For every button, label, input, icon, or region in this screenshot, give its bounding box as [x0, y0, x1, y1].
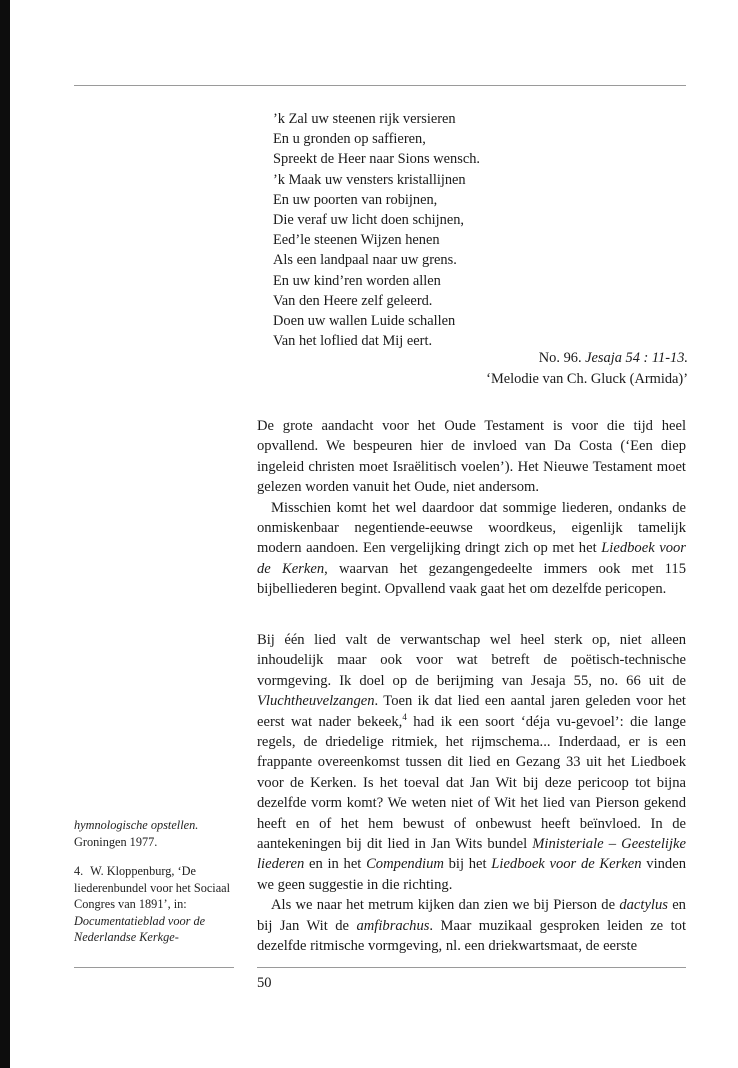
italic-title: Ministeriale – Geestelijke liederen: [257, 836, 686, 873]
page-number: 50: [257, 975, 272, 991]
top-rule: [74, 85, 686, 86]
text-run: . Toen ik dat lied een aantal jaren geleden voor het eerst wat nader bekeek,: [257, 693, 686, 730]
poem-line: En uw poorten van robijnen,: [273, 191, 438, 208]
poem-line: Die veraf uw licht doen schijnen,: [273, 212, 465, 229]
bottom-rule-side: [74, 967, 234, 968]
poem-line: Als een landpaal naar uw grens.: [273, 252, 457, 269]
italic-term: amfibrachus: [356, 917, 430, 934]
footnote-marker: 4: [402, 711, 407, 722]
binding-edge: [0, 0, 10, 1068]
text-run: , waarvan het gezangengedeelte immers ook met 115 bijbelliederen begint. Opvallend vaak gaat het om dezelfde pericopen.: [257, 560, 686, 598]
poem-line: Spreekt de Heer naar Sions wensch.: [273, 151, 480, 168]
text-run: bij het: [443, 856, 492, 873]
footnote-number: 4.: [74, 864, 84, 878]
sidenote-text: Groningen 1977.: [74, 834, 158, 849]
poem-line: Doen uw wallen Luide schallen: [273, 313, 456, 330]
paragraph-1: De grote aandacht voor het Oude Testament is voor die tijd heel opvallend. We bespeuren hier de invloed van Da Costa (‘Een diep ingeleid christen moet Israëlitisch voelen’). Het Nieuwe Testament moet gelezen worden vanuit het Oude, niet andersom.: [257, 418, 686, 496]
italic-title: hymnologische opstellen.: [74, 818, 199, 832]
text-run: . Maar muzikaal gesproken leiden ze tot dezelfde ritmische vormgeving, nl. een driekwartsmaat, de eerste: [257, 917, 686, 955]
main-text-lower: [257, 630, 686, 957]
italic-title: Liedboek voor de Kerken: [491, 856, 642, 873]
poem-line: En u gronden op saffieren,: [273, 131, 426, 148]
citation-prefix: No. 96.: [538, 350, 586, 366]
italic-term: dactylus: [619, 897, 668, 914]
poem-line: ’k Zal uw steenen rijk versieren: [273, 111, 456, 127]
text-run: vinden we geen suggestie in die richting.: [257, 856, 686, 893]
poem-citation: [328, 350, 688, 367]
italic-title: Liedboek voor de Kerken: [257, 540, 686, 577]
poem-line: ’k Maak uw vensters kristallijnen: [273, 171, 466, 188]
poem: [273, 109, 480, 351]
text-run: Als we naar het metrum kijken dan zien we bij Pierson de: [271, 897, 620, 914]
footnote-text: W. Kloppenburg, ‘De liederenbundel voor het Sociaal Congres van 1891’, in:: [74, 864, 231, 912]
citation-reference: Jesaja 54 : 11-13.: [585, 350, 688, 366]
poem-line: En uw kind’ren worden allen: [273, 272, 441, 289]
main-text-upper: [257, 416, 686, 600]
text-run: Misschien komt het wel daardoor dat sommige liederen, ondanks de onmiskenbaar negentiende-eeuwse woordkeus, eigenlijk tamelijk modern aandoen. Een vergelijking dringt zich op met het: [257, 499, 686, 557]
italic-title: Compendium: [366, 856, 444, 873]
paragraph-2: [257, 498, 686, 600]
poem-melody: ‘Melodie van Ch. Gluck (Armida)’: [486, 371, 688, 387]
italic-title: Documentatieblad voor de Nederlandse Kerkge-: [74, 913, 206, 945]
bottom-rule-main: [257, 967, 686, 968]
poem-line: Eed’le steenen Wijzen henen: [273, 232, 440, 249]
text-run: Bij één lied valt de verwantschap wel heel sterk op, niet alleen inhoudelijk maar ook voor wat betreft de poëtisch-technische vormgeving. Ik doel op de berijming van Jesaja 55, no. 66 uit de: [257, 632, 686, 689]
text-run: had ik een soort ‘déja vu-gevoel’: die lange regels, de driedelige ritmiek, het rijmschema... Inderdaad, er is een frappante overeenkomst tussen dit lied en Gezang 33 uit het Liedboek voor de Kerken. Is het toeval dat Jan Wit bij deze pericoop tot bijna dezelfde vorm komt? We weten niet of Wit het lied van Pierson gekend heeft en of het hem bewust of onbewust heeft beïnvloed. In de aantekeningen bij dit lied in Jan Wits bundel: [257, 713, 687, 853]
text-run: en in het: [304, 856, 367, 873]
poem-line: Van den Heere zelf geleerd.: [273, 292, 433, 309]
italic-title: Vluchtheuvelzangen: [257, 693, 375, 710]
footnote-4: [74, 863, 234, 946]
paragraph-4: [257, 895, 686, 956]
paragraph-3: [257, 630, 686, 895]
sidenote-continued: [74, 817, 234, 850]
poem-line: Van het loflied dat Mij eert.: [273, 333, 433, 350]
text-run: en bij Jan Wit de: [257, 897, 686, 934]
